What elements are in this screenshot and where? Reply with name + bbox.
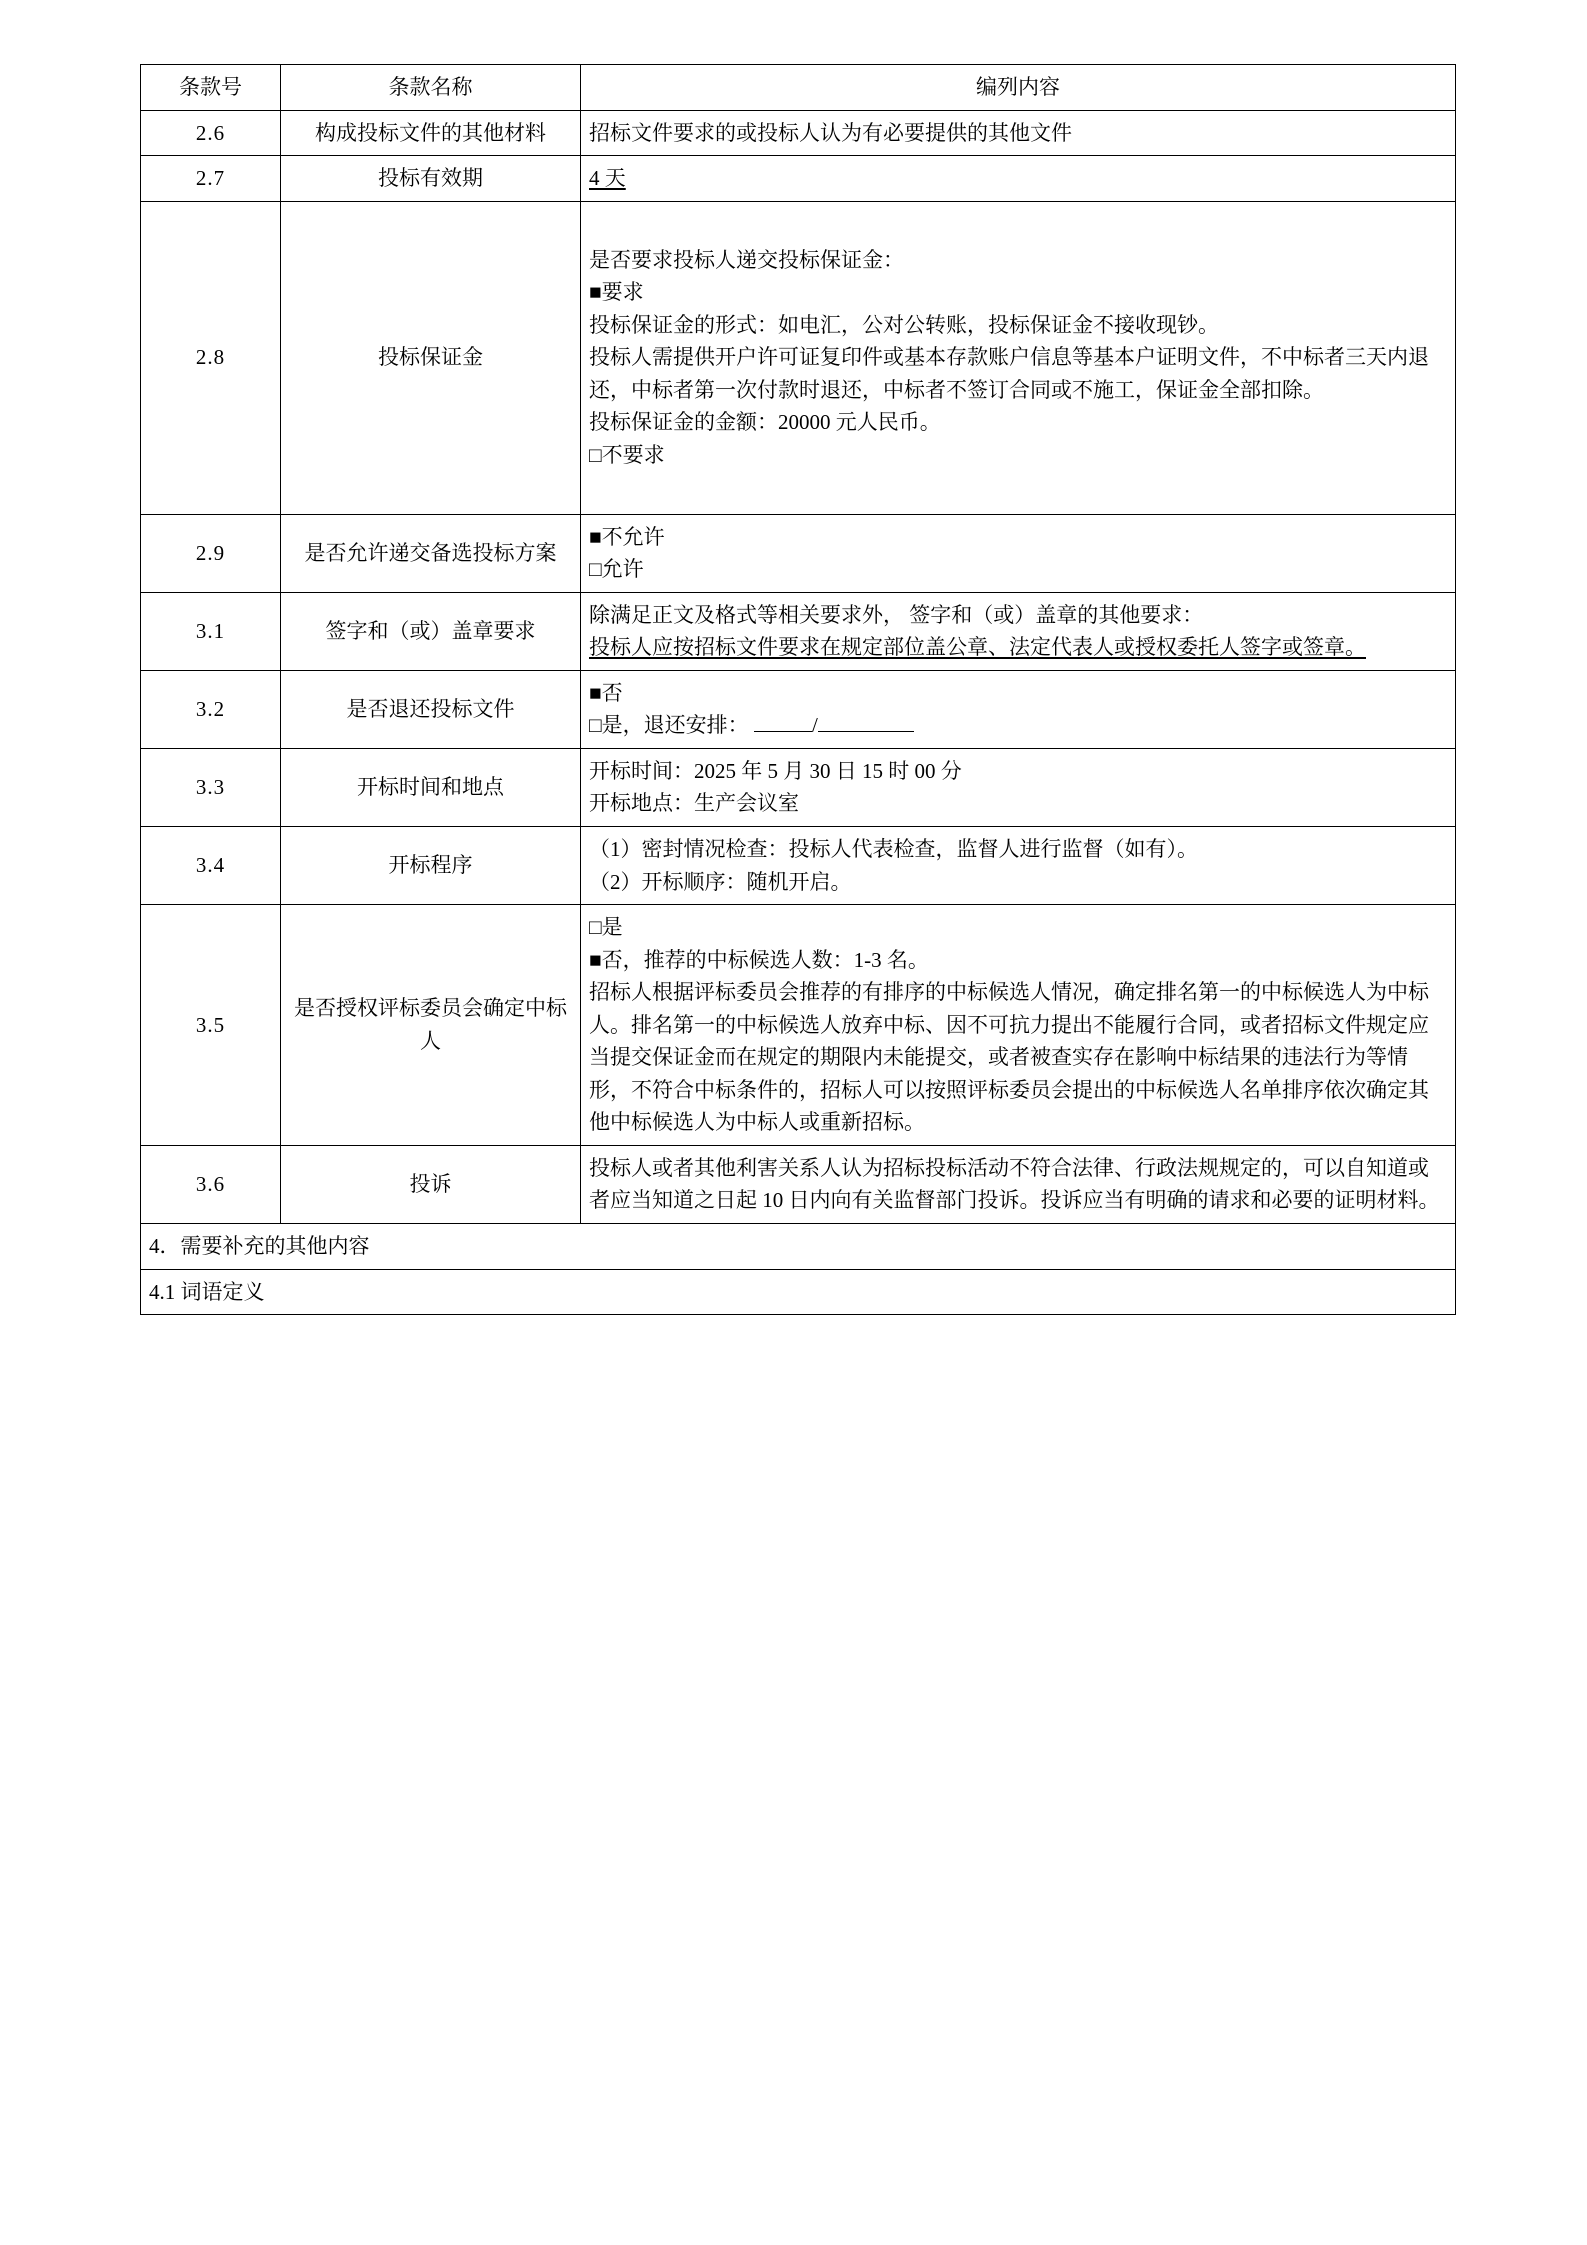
clause-content bbox=[581, 592, 1456, 670]
table-row bbox=[141, 201, 1456, 514]
clause-name: 投诉 bbox=[281, 1145, 581, 1223]
clause-content bbox=[581, 748, 1456, 826]
table-row bbox=[141, 748, 1456, 826]
bid-validity-value: 4 天 bbox=[589, 166, 626, 191]
section-title-supplementary: 4．需要补充的其他内容 bbox=[141, 1224, 1456, 1270]
clause-name: 是否授权评标委员会确定中标人 bbox=[281, 905, 581, 1146]
clause-content bbox=[581, 110, 1456, 156]
header-clause-no: 条款号 bbox=[141, 65, 281, 111]
clause-no: 3.2 bbox=[141, 670, 281, 748]
clause-no: 3.1 bbox=[141, 592, 281, 670]
checkbox-option-yes[interactable]: □是 bbox=[589, 915, 623, 940]
clause-content bbox=[581, 670, 1456, 748]
clause-name: 签字和（或）盖章要求 bbox=[281, 592, 581, 670]
table-row bbox=[141, 1145, 1456, 1223]
table-row bbox=[141, 110, 1456, 156]
content-line: 除满足正文及格式等相关要求外， 签字和（或）盖章的其他要求： bbox=[589, 602, 1204, 627]
clause-name: 是否允许递交备选投标方案 bbox=[281, 514, 581, 592]
table-header-row bbox=[141, 65, 1456, 111]
header-clause-content: 编列内容 bbox=[581, 65, 1456, 111]
content-line: 投标人或者其他利害关系人认为招标投标活动不符合法律、行政法规规定的，可以自知道或者应当知道之日起 10 日内向有关监督部门投诉。投诉应当有明确的请求和必要的证明材料。 bbox=[589, 1155, 1440, 1213]
clause-name: 投标有效期 bbox=[281, 156, 581, 202]
return-arrangement-blank-1[interactable] bbox=[754, 711, 812, 732]
table-row bbox=[141, 156, 1456, 202]
table-row bbox=[141, 905, 1456, 1146]
clause-no: 2.8 bbox=[141, 201, 281, 514]
clause-name: 是否退还投标文件 bbox=[281, 670, 581, 748]
section-row bbox=[141, 1269, 1456, 1315]
bid-opening-time: 开标时间：2025 年 5 月 30 日 15 时 00 分 bbox=[589, 758, 962, 783]
clause-name: 开标时间和地点 bbox=[281, 748, 581, 826]
clause-no: 2.6 bbox=[141, 110, 281, 156]
return-arrangement-blank-2[interactable] bbox=[818, 711, 914, 732]
content-line: 招标文件要求的或投标人认为有必要提供的其他文件 bbox=[589, 120, 1072, 145]
content-line: 投标保证金的金额：20000 元人民币。 bbox=[589, 410, 941, 435]
content-line: 招标人根据评标委员会推荐的有排序的中标候选人情况，确定排名第一的中标候选人为中标人。排名第一的中标候选人放弃中标、因不可抗力提出不能履行合同，或者招标文件规定应当提交保证金而在规定的期限内未能提交，或者被查实存在影响中标结果的违法行为等情形，不符合中标条件的，招标人可以按照评标委员会提出的中标候选人名单排序依次确定其他中标候选人为中标人或重新招标。 bbox=[589, 980, 1429, 1135]
header-clause-name: 条款名称 bbox=[281, 65, 581, 111]
clause-name: 开标程序 bbox=[281, 827, 581, 905]
checkbox-option-no[interactable]: ■否，推荐的中标候选人数：1-3 名。 bbox=[589, 947, 929, 972]
content-line: 是否要求投标人递交投标保证金： bbox=[589, 247, 904, 272]
checkbox-option-required[interactable]: ■要求 bbox=[589, 280, 644, 305]
bid-opening-place: 开标地点：生产会议室 bbox=[589, 791, 799, 816]
clause-name: 投标保证金 bbox=[281, 201, 581, 514]
clause-no: 3.5 bbox=[141, 905, 281, 1146]
clause-content bbox=[581, 156, 1456, 202]
clause-no: 3.6 bbox=[141, 1145, 281, 1223]
clause-no: 2.9 bbox=[141, 514, 281, 592]
content-line: 投标人需提供开户许可证复印件或基本存款账户信息等基本户证明文件，不中标者三天内退还，中标者第一次付款时退还，中标者不签订合同或不施工，保证金全部扣除。 bbox=[589, 345, 1429, 402]
checkbox-option-allowed[interactable]: □允许 bbox=[589, 557, 644, 582]
table-row bbox=[141, 827, 1456, 905]
checkbox-option-not-allowed[interactable]: ■不允许 bbox=[589, 524, 665, 549]
clause-no: 2.7 bbox=[141, 156, 281, 202]
clause-table bbox=[140, 64, 1456, 1315]
section-title-definitions: 4.1 词语定义 bbox=[141, 1269, 1456, 1315]
clause-content bbox=[581, 514, 1456, 592]
clause-content bbox=[581, 905, 1456, 1146]
section-row bbox=[141, 1224, 1456, 1270]
signature-requirement-value: 投标人应按招标文件要求在规定部位盖公章、法定代表人或授权委托人签字或签章。 bbox=[589, 635, 1366, 660]
content-line: 投标保证金的形式：如电汇，公对公转账，投标保证金不接收现钞。 bbox=[589, 312, 1219, 337]
checkbox-option-yes[interactable]: □是，退还安排： / bbox=[589, 709, 1447, 742]
table-row bbox=[141, 514, 1456, 592]
clause-content bbox=[581, 201, 1456, 514]
table-row bbox=[141, 670, 1456, 748]
clause-name: 构成投标文件的其他材料 bbox=[281, 110, 581, 156]
clause-no: 3.3 bbox=[141, 748, 281, 826]
clause-no: 3.4 bbox=[141, 827, 281, 905]
content-line: （1）密封情况检查：投标人代表检查，监督人进行监督（如有）。 bbox=[589, 837, 1198, 862]
clause-content bbox=[581, 827, 1456, 905]
content-line: （2）开标顺序：随机开启。 bbox=[589, 869, 852, 894]
clause-content bbox=[581, 1145, 1456, 1223]
checkbox-option-not-required[interactable]: □不要求 bbox=[589, 443, 665, 467]
checkbox-option-no[interactable]: ■否 bbox=[589, 680, 623, 705]
return-arrangement-label: □是，退还安排： bbox=[589, 713, 749, 738]
table-row bbox=[141, 592, 1456, 670]
